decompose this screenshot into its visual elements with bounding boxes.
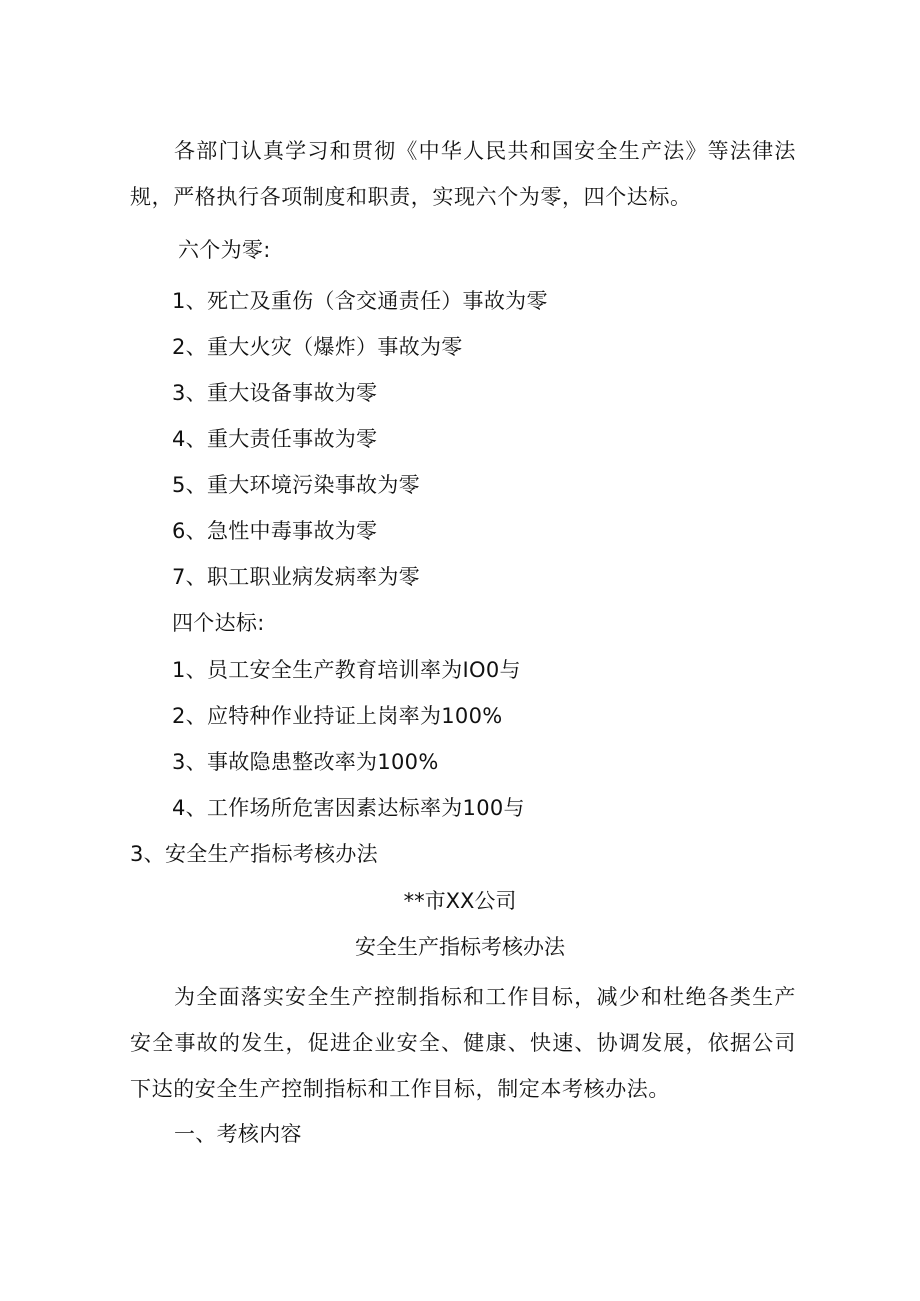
section-heading: 3、安全生产指标考核办法: [130, 842, 378, 866]
four-standards-heading: 四个达标:: [172, 611, 265, 635]
six-zero-item-2: 2、重大火灾（爆炸）事故为零: [172, 335, 463, 359]
six-zero-item-1: 1、死亡及重伤（含交通责任）事故为零: [172, 289, 548, 313]
six-zero-heading: 六个为零:: [178, 238, 271, 262]
six-zero-item-5: 5、重大环境污染事故为零: [172, 473, 420, 497]
four-standards-item-4: 4、工作场所危害因素达标率为100与: [172, 796, 525, 820]
four-standards-item-2: 2、应特种作业持证上岗率为100%: [172, 704, 503, 728]
four-standards-item-1: 1、员工安全生产教育培训率为IO0与: [172, 658, 521, 682]
six-zero-item-7: 7、职工职业病发病率为零: [172, 565, 420, 589]
subsection-heading: 一、考核内容: [174, 1122, 302, 1146]
six-zero-item-4: 4、重大责任事故为零: [172, 427, 378, 451]
six-zero-item-3: 3、重大设备事故为零: [172, 381, 378, 405]
company-name: **市XX公司: [403, 889, 517, 913]
four-standards-item-3: 3、事故隐患整改率为100%: [172, 750, 439, 774]
intro-paragraph: 各部门认真学习和贯彻《中华人民共和国安全生产法》等法律法规，严格执行各项制度和职责，实现六个为零，四个达标。: [130, 139, 796, 209]
six-zero-item-6: 6、急性中毒事故为零: [172, 519, 378, 543]
purpose-paragraph: 为全面落实安全生产控制指标和工作目标，减少和杜绝各类生产安全事故的发生，促进企业安全、健康、快速、协调发展，依据公司下达的安全生产控制指标和工作目标，制定本考核办法。: [130, 985, 796, 1101]
doc-title: 安全生产指标考核办法: [355, 935, 565, 959]
